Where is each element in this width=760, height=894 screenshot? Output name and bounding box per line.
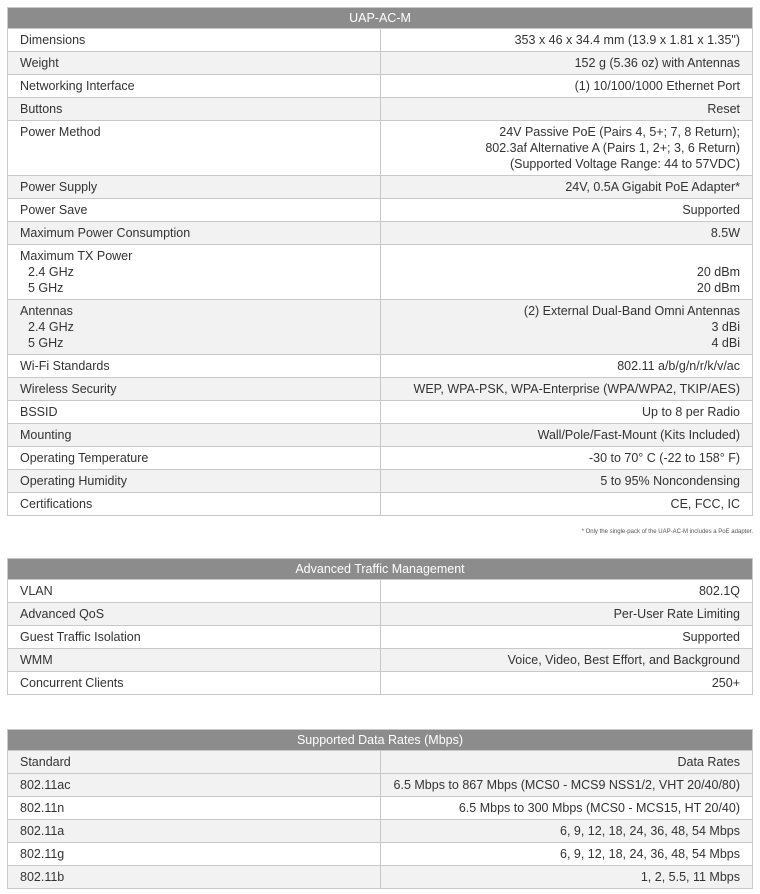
power-adapter-footnote: * Only the single-pack of the UAP-AC-M includes a PoE adapter. xyxy=(581,529,753,535)
row-value-cell xyxy=(380,355,753,378)
row-value-cell xyxy=(380,401,753,424)
row-label-cell xyxy=(8,52,381,75)
row-label-cell xyxy=(8,843,381,866)
power-save-label: Power Save xyxy=(20,203,88,217)
weight-value: 152 g (5.36 oz) with Antennas xyxy=(574,56,740,70)
networking-interface-label: Networking Interface xyxy=(20,79,135,93)
power-supply-label: Power Supply xyxy=(20,180,98,194)
specifications-table xyxy=(7,7,753,516)
802-11g-value: 6, 9, 12, 18, 24, 36, 48, 54 Mbps xyxy=(560,847,740,861)
weight-label: Weight xyxy=(20,56,59,70)
concurrent-clients-label: Concurrent Clients xyxy=(20,676,124,690)
maximum-power-consumption-label: Maximum Power Consumption xyxy=(20,226,191,240)
sub-label: 2.4 GHz xyxy=(28,320,74,334)
row-value-cell xyxy=(380,121,753,176)
table-row xyxy=(8,866,753,889)
row-label-cell xyxy=(8,603,381,626)
advanced-traffic-management-table xyxy=(7,558,753,695)
row-label-cell xyxy=(8,424,381,447)
row-value-cell xyxy=(380,843,753,866)
sub-label: 5 GHz xyxy=(28,336,64,350)
bssid-value: Up to 8 per Radio xyxy=(642,405,740,419)
802-11a-label: 802.11a xyxy=(20,824,65,838)
row-value-cell xyxy=(380,300,753,355)
row-value-cell xyxy=(380,797,753,820)
advanced-qos-label: Advanced QoS xyxy=(20,607,105,621)
advanced-traffic-management-title: Advanced Traffic Management xyxy=(8,559,753,580)
mounting-label: Mounting xyxy=(20,428,72,442)
wmm-label: WMM xyxy=(20,653,53,667)
table-row xyxy=(8,493,753,516)
buttons-label: Buttons xyxy=(20,102,63,116)
antennas-label: Antennas xyxy=(20,304,73,318)
vlan-value: 802.1Q xyxy=(698,584,740,598)
table-row xyxy=(8,29,753,52)
maximum-tx-power-label: Maximum TX Power xyxy=(20,249,133,263)
row-label-cell xyxy=(8,75,381,98)
maximum-tx-power-value-line: 20 dBm xyxy=(696,265,740,279)
row-label-cell xyxy=(8,176,381,199)
row-label-cell xyxy=(8,378,381,401)
standard-column-header: Standard xyxy=(8,751,381,774)
table-row xyxy=(8,52,753,75)
802-11b-value: 1, 2, 5.5, 11 Mbps xyxy=(640,870,740,884)
supported-data-rates-title: Supported Data Rates (Mbps) xyxy=(8,730,753,751)
table-row xyxy=(8,176,753,199)
table-row xyxy=(8,774,753,797)
bssid-label: BSSID xyxy=(20,405,58,419)
antennas-value-line: 4 dBi xyxy=(711,336,740,350)
certifications-value: CE, FCC, IC xyxy=(670,497,740,511)
table-row xyxy=(8,98,753,121)
mounting-value: Wall/Pole/Fast-Mount (Kits Included) xyxy=(537,428,740,442)
802-11n-label: 802.11n xyxy=(20,801,65,815)
dimensions-label: Dimensions xyxy=(20,33,86,47)
row-label-cell xyxy=(8,580,381,603)
row-label-cell xyxy=(8,797,381,820)
maximum-tx-power-value-line xyxy=(381,248,741,264)
table-row xyxy=(8,424,753,447)
802-11a-value: 6, 9, 12, 18, 24, 36, 48, 54 Mbps xyxy=(560,824,740,838)
wireless-security-label: Wireless Security xyxy=(20,382,117,396)
table-row xyxy=(8,75,753,98)
row-value-cell xyxy=(380,199,753,222)
power-method-value-line: 24V Passive PoE (Pairs 4, 5+; 7, 8 Return); xyxy=(499,125,740,139)
row-value-cell xyxy=(380,378,753,401)
row-label-cell xyxy=(8,98,381,121)
power-method-value-line: (Supported Voltage Range: 44 to 57VDC) xyxy=(509,157,740,171)
802-11n-value: 6.5 Mbps to 300 Mbps (MCS0 - MCS15, HT 20/40) xyxy=(458,801,740,815)
802-11g-label: 802.11g xyxy=(20,847,65,861)
row-value-cell xyxy=(380,52,753,75)
wi-fi-standards-label: Wi-Fi Standards xyxy=(20,359,110,373)
row-label-cell xyxy=(8,401,381,424)
supported-data-rates-table xyxy=(7,729,753,889)
row-label-cell xyxy=(8,649,381,672)
dimensions-value: 353 x 46 x 34.4 mm (13.9 x 1.81 x 1.35") xyxy=(514,33,740,47)
table-row xyxy=(8,355,753,378)
row-value-cell xyxy=(380,820,753,843)
row-value-cell xyxy=(380,774,753,797)
table-row xyxy=(8,626,753,649)
networking-interface-value: (1) 10/100/1000 Ethernet Port xyxy=(574,79,740,93)
table-row xyxy=(8,447,753,470)
data-rates-column-header: Data Rates xyxy=(380,751,753,774)
table-row xyxy=(8,300,753,355)
802-11ac-label: 802.11ac xyxy=(20,778,71,792)
power-supply-value: 24V, 0.5A Gigabit PoE Adapter* xyxy=(565,180,740,194)
table-row xyxy=(8,580,753,603)
power-method-value-line: 802.3af Alternative A (Pairs 1, 2+; 3, 6 Return) xyxy=(485,141,740,155)
advanced-qos-value: Per-User Rate Limiting xyxy=(613,607,740,621)
row-value-cell xyxy=(380,29,753,52)
row-label-cell xyxy=(8,355,381,378)
vlan-label: VLAN xyxy=(20,584,53,598)
row-value-cell xyxy=(380,75,753,98)
row-value-cell xyxy=(380,493,753,516)
row-label-cell xyxy=(8,774,381,797)
row-label-cell xyxy=(8,245,381,300)
row-value-cell xyxy=(380,672,753,695)
table-row xyxy=(8,222,753,245)
row-label-cell xyxy=(8,222,381,245)
802-11ac-value: 6.5 Mbps to 867 Mbps (MCS0 - MCS9 NSS1/2, VHT 20/40/80) xyxy=(393,778,740,792)
table-row xyxy=(8,603,753,626)
row-label-cell xyxy=(8,866,381,889)
operating-temperature-value: -30 to 70° C (-22 to 158° F) xyxy=(588,451,740,465)
power-save-value: Supported xyxy=(682,203,740,217)
row-label-cell xyxy=(8,199,381,222)
guest-traffic-isolation-value: Supported xyxy=(682,630,740,644)
operating-temperature-label: Operating Temperature xyxy=(20,451,149,465)
wireless-security-value: WEP, WPA-PSK, WPA-Enterprise (WPA/WPA2, TKIP/AES) xyxy=(413,382,740,396)
table-row xyxy=(8,649,753,672)
table-row xyxy=(8,820,753,843)
row-value-cell xyxy=(380,649,753,672)
certifications-label: Certifications xyxy=(20,497,93,511)
row-label-cell xyxy=(8,29,381,52)
row-value-cell xyxy=(380,603,753,626)
row-value-cell xyxy=(380,447,753,470)
table-row xyxy=(8,672,753,695)
sub-label: 2.4 GHz xyxy=(28,265,74,279)
table-row xyxy=(8,401,753,424)
row-label-cell xyxy=(8,820,381,843)
row-value-cell xyxy=(380,176,753,199)
specifications-title: UAP-AC-M xyxy=(8,8,753,29)
guest-traffic-isolation-label: Guest Traffic Isolation xyxy=(20,630,141,644)
row-label-cell xyxy=(8,493,381,516)
table-row xyxy=(8,378,753,401)
table-row xyxy=(8,470,753,493)
row-value-cell xyxy=(380,866,753,889)
wi-fi-standards-value: 802.11 a/b/g/n/r/k/v/ac xyxy=(617,359,740,373)
row-value-cell xyxy=(380,98,753,121)
buttons-value: Reset xyxy=(707,102,740,116)
antennas-value-line: 3 dBi xyxy=(711,320,740,334)
table-row xyxy=(8,797,753,820)
row-value-cell xyxy=(380,222,753,245)
operating-humidity-value: 5 to 95% Noncondensing xyxy=(600,474,740,488)
row-value-cell xyxy=(380,245,753,300)
row-label-cell xyxy=(8,470,381,493)
802-11b-label: 802.11b xyxy=(20,870,65,884)
antennas-value-line: (2) External Dual-Band Omni Antennas xyxy=(523,304,740,318)
table-row xyxy=(8,843,753,866)
row-value-cell xyxy=(380,580,753,603)
sub-label: 5 GHz xyxy=(28,281,64,295)
table-row xyxy=(8,121,753,176)
row-label-cell xyxy=(8,300,381,355)
row-label-cell xyxy=(8,447,381,470)
row-value-cell xyxy=(380,626,753,649)
maximum-tx-power-value-line: 20 dBm xyxy=(696,281,740,295)
concurrent-clients-value: 250+ xyxy=(711,676,740,690)
operating-humidity-label: Operating Humidity xyxy=(20,474,127,488)
power-method-label: Power Method xyxy=(20,125,101,139)
row-label-cell xyxy=(8,121,381,176)
row-label-cell xyxy=(8,626,381,649)
row-value-cell xyxy=(380,470,753,493)
wmm-value: Voice, Video, Best Effort, and Background xyxy=(507,653,740,667)
row-label-cell xyxy=(8,672,381,695)
maximum-power-consumption-value: 8.5W xyxy=(710,226,740,240)
row-value-cell xyxy=(380,424,753,447)
table-row xyxy=(8,199,753,222)
table-row xyxy=(8,245,753,300)
